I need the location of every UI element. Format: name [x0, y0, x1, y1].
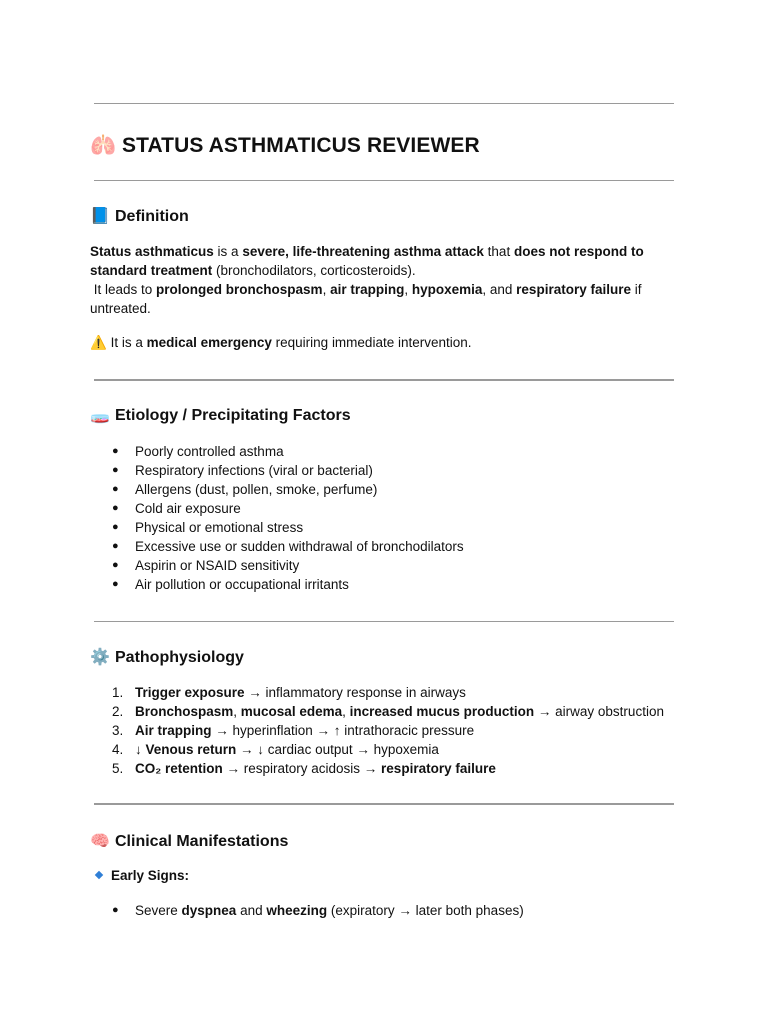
early-signs-label: Early Signs:: [111, 868, 190, 883]
page-title-text: STATUS ASTHMATICUS REVIEWER: [122, 134, 480, 157]
emphasis: medical emergency: [146, 335, 272, 350]
text: ↓: [135, 742, 146, 757]
text: ,: [233, 704, 241, 719]
etiology-heading-text: Etiology / Precipitating Factors: [115, 407, 351, 424]
list-item: ● Excessive use or sudden withdrawal of bronchodilators: [90, 537, 464, 556]
list-item: [90, 702, 664, 721]
text: → respiratory acidosis →: [222, 761, 382, 776]
etiology-list: [90, 442, 464, 594]
text: It is a: [106, 335, 147, 350]
definition-heading-text: Definition: [115, 208, 189, 225]
text: → ↓ cardiac output → hypoxemia: [236, 742, 439, 757]
blue-book-icon: 📘: [90, 208, 110, 225]
emphasis: respiratory failure: [516, 282, 631, 297]
early-signs-subheading: [94, 868, 189, 883]
text: ,: [342, 704, 350, 719]
list-item: [90, 901, 524, 920]
warning-icon: ⚠️: [90, 335, 107, 350]
text: → airway obstruction: [534, 704, 664, 719]
lungs-icon: 🫁: [90, 134, 117, 157]
divider: [94, 379, 674, 381]
step-number: 1.: [112, 685, 124, 700]
emphasis: hypoxemia: [411, 282, 483, 297]
emphasis: prolonged bronchospasm: [156, 282, 323, 297]
emphasis: increased mucus production: [349, 704, 535, 719]
emphasis: does not respond to standard treatment: [90, 244, 644, 278]
list-item: [90, 721, 664, 740]
list-item: ● Poorly controlled asthma: [90, 442, 464, 461]
emphasis: severe, life-threatening asthma attack: [242, 244, 484, 259]
list-item: [90, 759, 664, 778]
text: (expiratory → later both phases): [327, 903, 524, 918]
etiology-heading: [90, 405, 351, 425]
gear-icon: ⚙️: [90, 649, 110, 666]
divider: [94, 103, 674, 104]
list-item: ● Aspirin or NSAID sensitivity: [90, 556, 464, 575]
warning-note: [90, 333, 680, 352]
list-item: ● Physical or emotional stress: [90, 518, 464, 537]
emphasis: air trapping: [330, 282, 405, 297]
list-item: ● Respiratory infections (viral or bacterial): [90, 461, 464, 480]
emphasis: Bronchospasm: [135, 704, 234, 719]
step-number: 2.: [112, 704, 124, 719]
brain-icon: 🧠: [90, 833, 110, 850]
text: is a: [213, 244, 243, 259]
emphasis: Trigger exposure: [135, 685, 245, 700]
definition-paragraph: [90, 242, 680, 318]
emphasis: dyspnea: [181, 903, 237, 918]
divider: [94, 180, 674, 181]
early-signs-list: [90, 901, 524, 920]
blue-diamond-icon: [95, 871, 103, 879]
emphasis: wheezing: [266, 903, 328, 918]
pathophysiology-heading-text: Pathophysiology: [115, 649, 244, 666]
text: , and: [482, 282, 517, 297]
step-number: 3.: [112, 723, 124, 738]
definition-heading: [90, 206, 189, 226]
emphasis: Air trapping: [135, 723, 212, 738]
text: Severe: [135, 903, 182, 918]
text: that: [483, 244, 514, 259]
pathophysiology-list: [90, 683, 664, 778]
text: It leads to: [90, 282, 157, 297]
emphasis: mucosal edema: [240, 704, 343, 719]
text: and: [236, 903, 267, 918]
emphasis: CO₂ retention: [135, 761, 223, 776]
text: requiring immediate intervention.: [271, 335, 472, 350]
pathophysiology-heading: [90, 647, 244, 667]
clinical-heading: [90, 831, 288, 851]
list-item: ● Air pollution or occupational irritants: [90, 575, 464, 594]
term-status-asthmaticus: Status asthmaticus: [90, 244, 214, 259]
text: → hyperinflation → ↑ intrathoracic pressure: [211, 723, 475, 738]
text: ,: [404, 282, 412, 297]
text: → inflammatory response in airways: [244, 685, 466, 700]
emphasis: respiratory failure: [381, 761, 496, 776]
clinical-heading-text: Clinical Manifestations: [115, 833, 289, 850]
divider: [94, 621, 674, 622]
list-item: ● Allergens (dust, pollen, smoke, perfume): [90, 480, 464, 499]
step-number: 4.: [112, 742, 124, 757]
divider: [94, 803, 674, 805]
petri-dish-icon: 🧫: [90, 407, 110, 424]
list-item: [90, 683, 664, 702]
step-number: 5.: [112, 761, 124, 776]
text: (bronchodilators, corticosteroids).: [212, 263, 416, 278]
text: ,: [322, 282, 331, 297]
list-item: ● Cold air exposure: [90, 499, 464, 518]
list-item: [90, 740, 664, 759]
emphasis: Venous return: [145, 742, 237, 757]
text: if untreated.: [90, 282, 642, 316]
page-title: [90, 134, 480, 158]
